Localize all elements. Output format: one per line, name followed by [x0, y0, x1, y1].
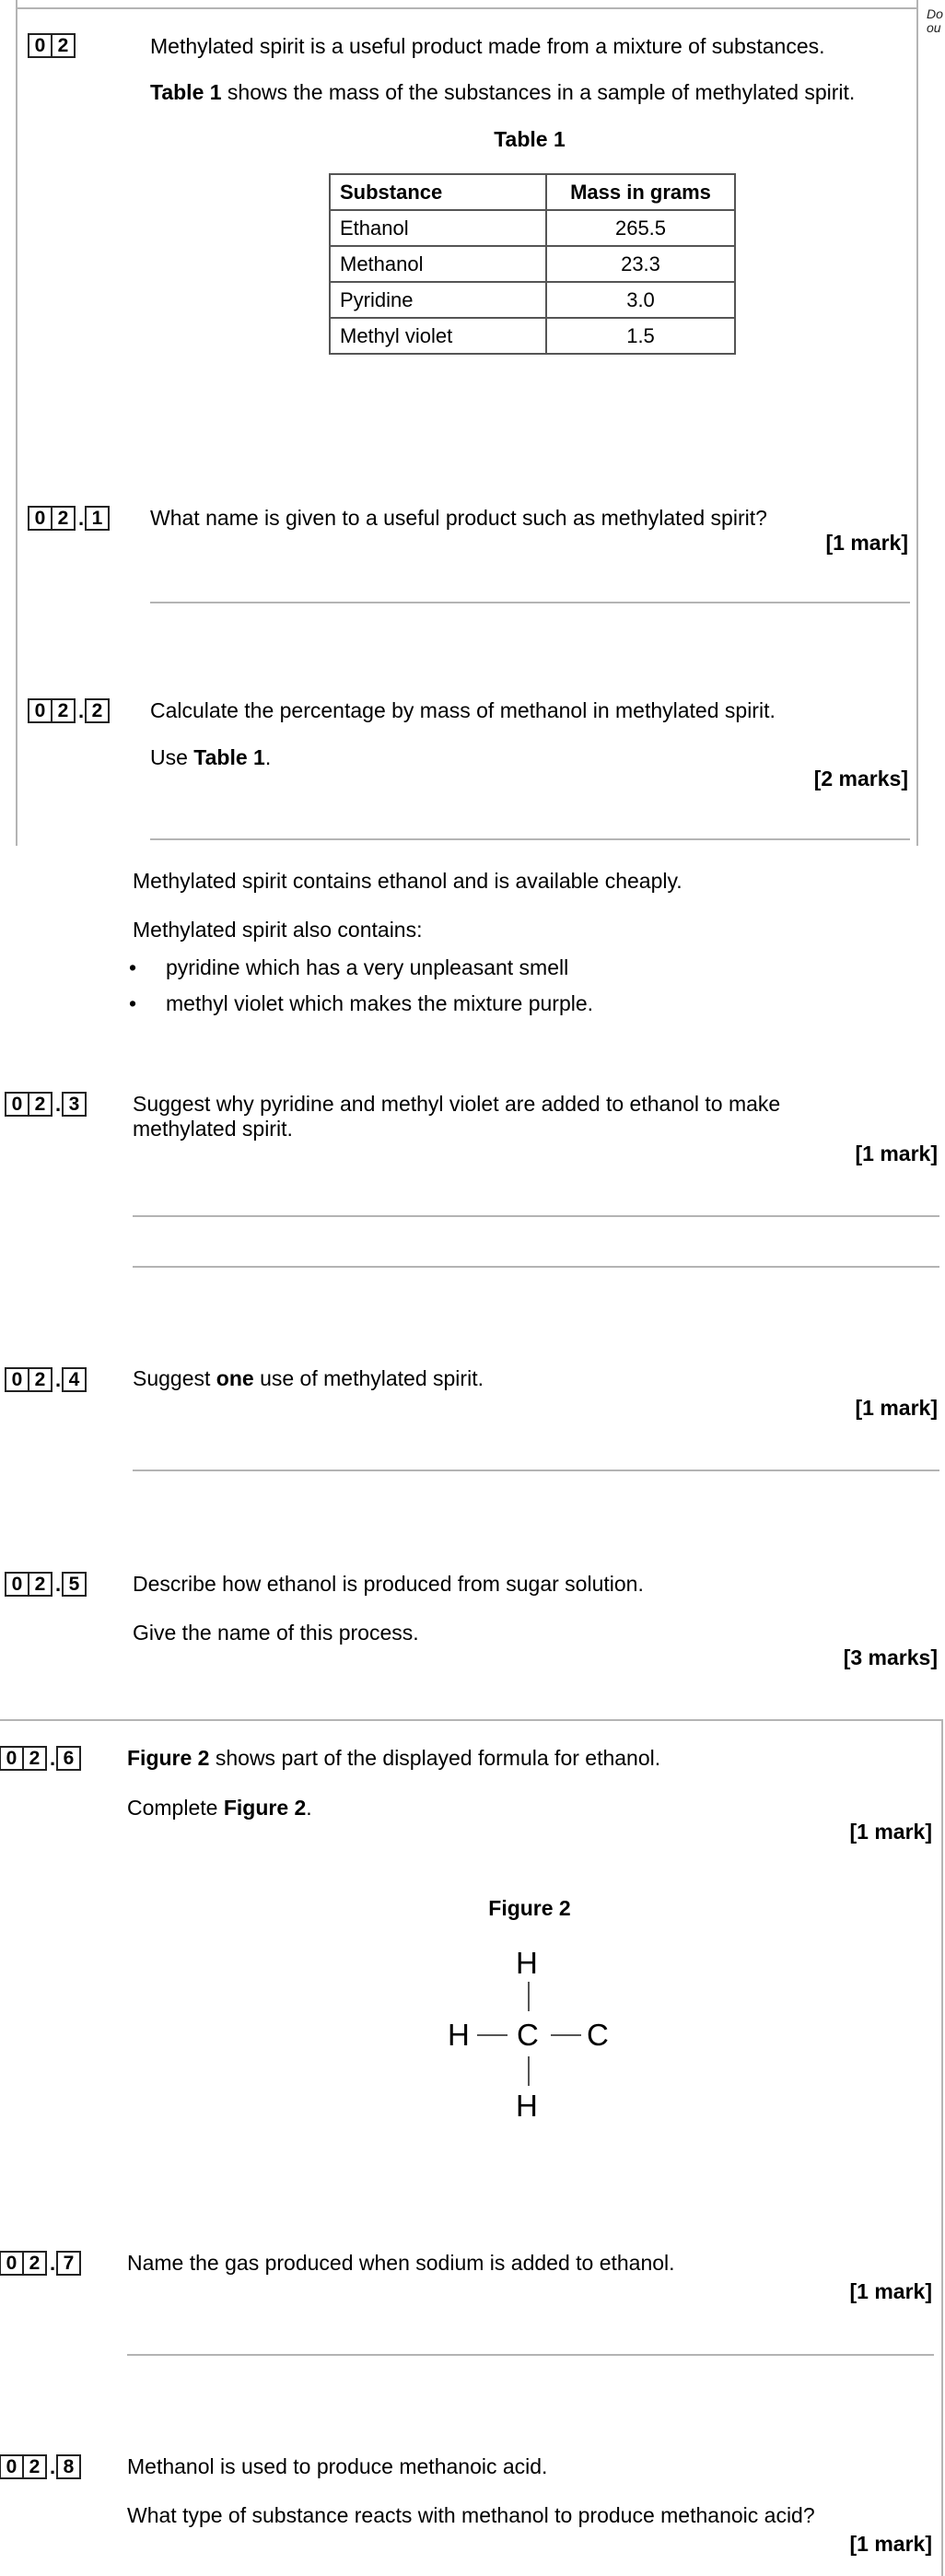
q02-6-complete: Complete Figure 2.	[127, 1796, 312, 1820]
answer-line[interactable]	[133, 1215, 939, 1217]
q02-8-text2: What type of substance reacts with methanol to produce methanoic acid?	[127, 2503, 815, 2527]
q02-intro: Methylated spirit is a useful product made from a mixture of substances.	[150, 34, 825, 58]
table-row	[330, 282, 735, 318]
table-cell-substance: Methanol	[330, 246, 546, 282]
q02-8-marks: [1 mark]	[849, 2532, 932, 2556]
question-number-02-2: 0 2 . 2	[28, 698, 108, 723]
page-border-right	[916, 0, 918, 846]
table-row	[330, 318, 735, 354]
q02-3-text-line2: methylated spirit.	[133, 1117, 293, 1141]
table-cell-substance: Methyl violet	[330, 318, 546, 354]
q02-7-marks: [1 mark]	[849, 2279, 932, 2303]
bond-bottom	[528, 2056, 530, 2086]
answer-line[interactable]	[150, 838, 910, 840]
question-number-02-6: 0 2 . 6	[0, 1746, 79, 1771]
table-1	[329, 173, 736, 355]
table-header-substance: Substance	[330, 174, 546, 210]
atom-c-right: C	[587, 2018, 609, 2052]
passage-p1: Methylated spirit contains ethanol and is available cheaply.	[133, 869, 682, 893]
margin-note: Do ou	[927, 6, 943, 35]
atom-c-center: C	[517, 2018, 539, 2052]
q02-6-marks: [1 mark]	[849, 1820, 932, 1844]
q02-1-text: What name is given to a useful product such as methylated spirit?	[150, 506, 767, 530]
page-border-top	[16, 7, 916, 9]
table-cell-mass: 1.5	[546, 318, 735, 354]
page-border-left	[16, 0, 18, 846]
table-cell-mass: 3.0	[546, 282, 735, 318]
q02-2-marks: [2 marks]	[813, 767, 908, 790]
question-number-02-3: 0 2 . 3	[5, 1092, 85, 1117]
passage-p2: Methylated spirit also contains:	[133, 918, 423, 942]
bond-top	[528, 1982, 530, 2011]
table-row	[330, 210, 735, 246]
table-row	[330, 246, 735, 282]
question-number-02-8: 0 2 . 8	[0, 2454, 79, 2479]
q02-6-text: Figure 2 shows part of the displayed formula for ethanol.	[127, 1746, 661, 1770]
q02-3-marks: [1 mark]	[855, 1142, 938, 1165]
question-number-02-1: 0 2 . 1	[28, 506, 108, 531]
atom-h-left: H	[448, 2018, 470, 2052]
q02-7-text: Name the gas produced when sodium is added to ethanol.	[127, 2251, 675, 2275]
table-cell-mass: 265.5	[546, 210, 735, 246]
atom-h-bottom: H	[516, 2089, 538, 2123]
q02-1-marks: [1 mark]	[825, 531, 908, 555]
q02-4-marks: [1 mark]	[855, 1396, 938, 1420]
table-header-row	[330, 174, 735, 210]
bond-left	[477, 2034, 508, 2036]
bond-right	[551, 2034, 581, 2036]
table-cell-substance: Pyridine	[330, 282, 546, 318]
question-number-02-7: 0 2 . 7	[0, 2251, 79, 2276]
question-number-02-4: 0 2 . 4	[5, 1367, 85, 1392]
q02-2-use-table: Use Table 1.	[150, 745, 272, 769]
answer-line[interactable]	[150, 602, 910, 603]
table-cell-mass: 23.3	[546, 246, 735, 282]
q02-2-text: Calculate the percentage by mass of methanol in methylated spirit.	[150, 698, 776, 722]
q02-5-text2: Give the name of this process.	[133, 1621, 419, 1645]
q02-3-text-line1: Suggest why pyridine and methyl violet are added to ethanol to make	[133, 1092, 781, 1116]
q02-5-marks: [3 marks]	[843, 1645, 938, 1669]
page-border-top	[0, 1719, 943, 1721]
q02-8-text: Methanol is used to produce methanoic acid.	[127, 2454, 548, 2478]
figure-2-title: Figure 2	[488, 1896, 571, 1920]
atom-h-top: H	[516, 1946, 538, 1980]
answer-line[interactable]	[133, 1469, 939, 1471]
question-number-02: 0 2	[28, 33, 74, 58]
table-cell-substance: Ethanol	[330, 210, 546, 246]
table-header-mass: Mass in grams	[546, 174, 735, 210]
answer-line[interactable]	[127, 2354, 934, 2356]
answer-line[interactable]	[133, 1266, 939, 1268]
table-1-title: Table 1	[494, 127, 566, 151]
page-border-right	[941, 1719, 943, 2576]
question-number-02-5: 0 2 . 5	[5, 1572, 85, 1597]
q02-4-text: Suggest one use of methylated spirit.	[133, 1366, 484, 1390]
q02-table-ref: Table 1 shows the mass of the substances in a sample of methylated spirit.	[150, 80, 856, 104]
q02-5-text: Describe how ethanol is produced from sugar solution.	[133, 1572, 644, 1596]
